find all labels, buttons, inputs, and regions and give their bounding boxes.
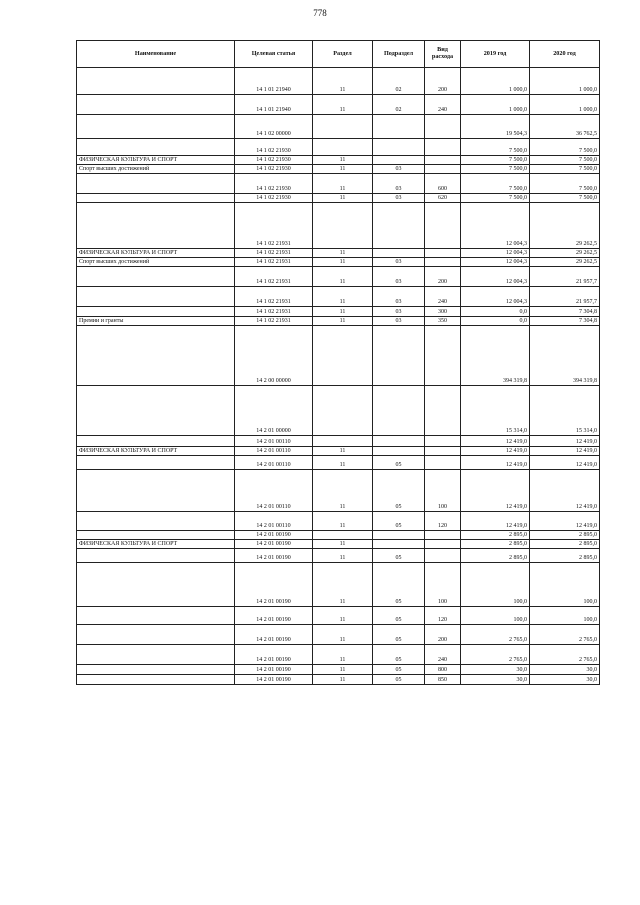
row-name-cell: ФИЗИЧЕСКАЯ КУЛЬТУРА И СПОРТ (77, 540, 235, 549)
row-2020-cell: 29 262,5 (530, 258, 600, 267)
row-target-cell: 14 2 01 00190 (235, 549, 313, 563)
row-section-cell: 11 (313, 675, 373, 685)
row-2019-cell: 12 419,0 (461, 470, 530, 512)
row-2020-cell: 21 957,7 (530, 287, 600, 307)
row-2019-cell: 19 504,3 (461, 115, 530, 139)
row-2020-cell: 15 314,0 (530, 386, 600, 436)
row-subsection-cell: 03 (373, 258, 425, 267)
row-subsection-cell (373, 203, 425, 249)
row-name-cell: ФИЗИЧЕСКАЯ КУЛЬТУРА И СПОРТ (77, 156, 235, 165)
row-2020-cell: 12 419,0 (530, 436, 600, 447)
row-section-cell: 11 (313, 625, 373, 645)
row-target-cell: 14 1 02 21930 (235, 165, 313, 174)
row-section-cell: 11 (313, 68, 373, 95)
row-expense-type-cell: 240 (425, 287, 461, 307)
row-expense-type-cell (425, 115, 461, 139)
row-target-cell: 14 2 01 00190 (235, 645, 313, 665)
row-subsection-cell: 05 (373, 645, 425, 665)
row-subsection-cell: 03 (373, 194, 425, 203)
row-section-cell: 11 (313, 549, 373, 563)
table-row (77, 115, 600, 139)
table-row (77, 287, 600, 307)
row-subsection-cell: 05 (373, 512, 425, 531)
row-expense-type-cell: 240 (425, 645, 461, 665)
table-row (77, 317, 600, 326)
table-row (77, 625, 600, 645)
row-expense-type-cell: 350 (425, 317, 461, 326)
table-row (77, 165, 600, 174)
row-target-cell: 14 2 01 00110 (235, 456, 313, 470)
row-2020-cell: 2 765,0 (530, 645, 600, 665)
row-expense-type-cell (425, 531, 461, 540)
row-2019-cell: 7 500,0 (461, 165, 530, 174)
row-name-cell (77, 68, 235, 95)
row-target-cell: 14 1 02 21931 (235, 307, 313, 317)
row-2019-cell: 394 319,8 (461, 326, 530, 386)
row-target-cell: 14 1 02 21931 (235, 267, 313, 287)
row-section-cell: 11 (313, 258, 373, 267)
row-subsection-cell: 03 (373, 287, 425, 307)
row-name-cell (77, 267, 235, 287)
row-target-cell: 14 2 01 00190 (235, 625, 313, 645)
row-2019-cell: 15 314,0 (461, 386, 530, 436)
table-row (77, 326, 600, 386)
row-expense-type-cell (425, 156, 461, 165)
row-subsection-cell: 03 (373, 174, 425, 194)
table-row (77, 665, 600, 675)
row-name-cell: ФИЗИЧЕСКАЯ КУЛЬТУРА И СПОРТ (77, 447, 235, 456)
row-2019-cell: 30,0 (461, 665, 530, 675)
row-2019-cell: 7 500,0 (461, 174, 530, 194)
col-header-name: Наименование (77, 41, 235, 68)
row-section-cell: 11 (313, 307, 373, 317)
table-row (77, 174, 600, 194)
row-2020-cell: 30,0 (530, 675, 600, 685)
row-name-cell: Спорт высших достижений (77, 165, 235, 174)
row-target-cell: 14 2 01 00190 (235, 540, 313, 549)
row-expense-type-cell: 120 (425, 512, 461, 531)
row-name-cell (77, 512, 235, 531)
row-subsection-cell (373, 139, 425, 156)
row-expense-type-cell: 300 (425, 307, 461, 317)
row-section-cell: 11 (313, 194, 373, 203)
row-name-cell (77, 287, 235, 307)
row-subsection-cell: 05 (373, 607, 425, 625)
row-expense-type-cell: 100 (425, 470, 461, 512)
row-section-cell: 11 (313, 645, 373, 665)
row-target-cell: 14 1 02 21930 (235, 156, 313, 165)
row-expense-type-cell: 240 (425, 95, 461, 115)
row-2019-cell: 2 765,0 (461, 625, 530, 645)
row-2019-cell: 12 004,3 (461, 203, 530, 249)
row-name-cell (77, 675, 235, 685)
table-row (77, 512, 600, 531)
row-target-cell: 14 1 02 21931 (235, 258, 313, 267)
row-2020-cell: 7 500,0 (530, 165, 600, 174)
row-expense-type-cell (425, 139, 461, 156)
row-section-cell: 11 (313, 512, 373, 531)
row-2020-cell: 2 895,0 (530, 540, 600, 549)
row-expense-type-cell (425, 386, 461, 436)
row-section-cell (313, 326, 373, 386)
row-name-cell (77, 645, 235, 665)
row-2020-cell: 7 500,0 (530, 139, 600, 156)
col-header-2020: 2020 год (530, 41, 600, 68)
table-row (77, 95, 600, 115)
row-target-cell: 14 2 01 00190 (235, 531, 313, 540)
row-2019-cell: 7 500,0 (461, 194, 530, 203)
row-expense-type-cell (425, 456, 461, 470)
row-2019-cell: 30,0 (461, 675, 530, 685)
row-target-cell: 14 1 01 21940 (235, 95, 313, 115)
col-header-expense-type: Вид расхода (425, 41, 461, 68)
row-2019-cell: 0,0 (461, 317, 530, 326)
row-2019-cell: 12 004,3 (461, 267, 530, 287)
table-row (77, 203, 600, 249)
table-row (77, 258, 600, 267)
table-row (77, 675, 600, 685)
table-row (77, 267, 600, 287)
row-name-cell (77, 665, 235, 675)
row-2020-cell: 100,0 (530, 607, 600, 625)
row-subsection-cell (373, 531, 425, 540)
row-section-cell: 11 (313, 287, 373, 307)
table-row (77, 456, 600, 470)
row-expense-type-cell: 200 (425, 625, 461, 645)
row-subsection-cell: 05 (373, 549, 425, 563)
row-subsection-cell: 05 (373, 456, 425, 470)
row-target-cell: 14 1 02 21931 (235, 317, 313, 326)
col-header-subsection: Подраздел (373, 41, 425, 68)
row-subsection-cell (373, 386, 425, 436)
row-expense-type-cell: 120 (425, 607, 461, 625)
row-2019-cell: 12 419,0 (461, 447, 530, 456)
row-2019-cell: 12 419,0 (461, 456, 530, 470)
table-row (77, 563, 600, 607)
row-name-cell (77, 139, 235, 156)
row-expense-type-cell: 800 (425, 665, 461, 675)
row-name-cell (77, 115, 235, 139)
row-subsection-cell (373, 436, 425, 447)
row-target-cell: 14 2 00 00000 (235, 326, 313, 386)
row-target-cell: 14 1 02 00000 (235, 115, 313, 139)
row-name-cell (77, 549, 235, 563)
row-section-cell (313, 139, 373, 156)
row-name-cell (77, 531, 235, 540)
row-2019-cell: 12 419,0 (461, 512, 530, 531)
row-name-cell (77, 607, 235, 625)
row-2019-cell: 12 004,3 (461, 287, 530, 307)
row-section-cell: 11 (313, 95, 373, 115)
row-target-cell: 14 2 01 00110 (235, 436, 313, 447)
row-name-cell (77, 563, 235, 607)
col-header-2019: 2019 год (461, 41, 530, 68)
row-expense-type-cell: 100 (425, 563, 461, 607)
row-target-cell: 14 1 02 21931 (235, 249, 313, 258)
row-target-cell: 14 1 02 21931 (235, 203, 313, 249)
row-expense-type-cell (425, 249, 461, 258)
page-number: 778 (313, 8, 327, 18)
row-subsection-cell: 05 (373, 665, 425, 675)
table-row (77, 68, 600, 95)
row-2020-cell: 1 000,0 (530, 68, 600, 95)
row-expense-type-cell (425, 436, 461, 447)
row-expense-type-cell: 600 (425, 174, 461, 194)
row-2020-cell: 21 957,7 (530, 267, 600, 287)
row-2020-cell: 12 419,0 (530, 447, 600, 456)
row-name-cell (77, 456, 235, 470)
row-2020-cell: 12 419,0 (530, 512, 600, 531)
row-section-cell: 11 (313, 317, 373, 326)
row-subsection-cell (373, 115, 425, 139)
row-target-cell: 14 1 02 21930 (235, 174, 313, 194)
row-name-cell (77, 625, 235, 645)
row-2020-cell: 2 765,0 (530, 625, 600, 645)
table-row (77, 386, 600, 436)
row-2019-cell: 12 004,3 (461, 258, 530, 267)
row-section-cell (313, 436, 373, 447)
row-name-cell (77, 95, 235, 115)
row-section-cell: 11 (313, 267, 373, 287)
row-subsection-cell (373, 447, 425, 456)
row-2019-cell: 1 000,0 (461, 68, 530, 95)
row-section-cell: 11 (313, 470, 373, 512)
row-target-cell: 14 2 01 00110 (235, 447, 313, 456)
table-row (77, 540, 600, 549)
row-section-cell: 11 (313, 540, 373, 549)
row-name-cell (77, 326, 235, 386)
row-section-cell: 11 (313, 665, 373, 675)
row-2019-cell: 12 004,3 (461, 249, 530, 258)
table-row (77, 156, 600, 165)
row-expense-type-cell (425, 203, 461, 249)
row-subsection-cell: 03 (373, 267, 425, 287)
row-name-cell: ФИЗИЧЕСКАЯ КУЛЬТУРА И СПОРТ (77, 249, 235, 258)
table-row (77, 607, 600, 625)
row-2020-cell: 7 304,8 (530, 317, 600, 326)
row-2019-cell: 1 000,0 (461, 95, 530, 115)
row-2020-cell: 100,0 (530, 563, 600, 607)
row-expense-type-cell (425, 549, 461, 563)
col-header-section: Раздел (313, 41, 373, 68)
row-target-cell: 14 2 01 00190 (235, 563, 313, 607)
row-expense-type-cell (425, 165, 461, 174)
row-2020-cell: 7 304,8 (530, 307, 600, 317)
row-expense-type-cell (425, 326, 461, 386)
row-subsection-cell: 03 (373, 165, 425, 174)
row-2020-cell: 12 419,0 (530, 470, 600, 512)
row-subsection-cell: 05 (373, 625, 425, 645)
row-2019-cell: 100,0 (461, 607, 530, 625)
row-2020-cell: 7 500,0 (530, 174, 600, 194)
row-target-cell: 14 2 01 00190 (235, 675, 313, 685)
row-expense-type-cell: 200 (425, 267, 461, 287)
row-subsection-cell: 05 (373, 470, 425, 512)
row-subsection-cell: 03 (373, 317, 425, 326)
row-2019-cell: 7 500,0 (461, 156, 530, 165)
row-2020-cell: 2 895,0 (530, 549, 600, 563)
row-section-cell: 11 (313, 607, 373, 625)
table-row (77, 470, 600, 512)
row-expense-type-cell (425, 258, 461, 267)
row-target-cell: 14 1 02 21931 (235, 287, 313, 307)
row-2019-cell: 2 895,0 (461, 540, 530, 549)
row-name-cell (77, 203, 235, 249)
row-2019-cell: 2 895,0 (461, 531, 530, 540)
row-2019-cell: 2 765,0 (461, 645, 530, 665)
row-2019-cell: 100,0 (461, 563, 530, 607)
row-section-cell: 11 (313, 563, 373, 607)
row-target-cell: 14 2 01 00000 (235, 386, 313, 436)
row-section-cell (313, 386, 373, 436)
row-2020-cell: 7 500,0 (530, 156, 600, 165)
row-section-cell: 11 (313, 165, 373, 174)
row-section-cell: 11 (313, 249, 373, 258)
row-name-cell (77, 470, 235, 512)
table-header-row (77, 41, 600, 68)
table-row (77, 645, 600, 665)
row-subsection-cell: 03 (373, 307, 425, 317)
row-subsection-cell (373, 156, 425, 165)
row-section-cell (313, 203, 373, 249)
row-2020-cell: 12 419,0 (530, 456, 600, 470)
row-2020-cell: 7 500,0 (530, 194, 600, 203)
row-section-cell: 11 (313, 456, 373, 470)
row-target-cell: 14 1 01 21940 (235, 68, 313, 95)
row-2020-cell: 1 000,0 (530, 95, 600, 115)
row-expense-type-cell: 200 (425, 68, 461, 95)
row-name-cell: Премии и гранты (77, 317, 235, 326)
table-row (77, 139, 600, 156)
table-row (77, 531, 600, 540)
row-target-cell: 14 1 02 21930 (235, 139, 313, 156)
row-subsection-cell: 02 (373, 68, 425, 95)
row-section-cell: 11 (313, 447, 373, 456)
row-name-cell (77, 194, 235, 203)
table-row (77, 549, 600, 563)
row-2020-cell: 29 262,5 (530, 203, 600, 249)
row-subsection-cell: 05 (373, 563, 425, 607)
row-expense-type-cell: 850 (425, 675, 461, 685)
row-2019-cell: 7 500,0 (461, 139, 530, 156)
row-target-cell: 14 1 02 21930 (235, 194, 313, 203)
row-subsection-cell (373, 249, 425, 258)
row-name-cell (77, 386, 235, 436)
row-target-cell: 14 2 01 00190 (235, 665, 313, 675)
row-2019-cell: 0,0 (461, 307, 530, 317)
row-name-cell (77, 436, 235, 447)
table-row (77, 249, 600, 258)
row-section-cell: 11 (313, 174, 373, 194)
row-subsection-cell (373, 540, 425, 549)
row-name-cell (77, 307, 235, 317)
row-subsection-cell: 05 (373, 675, 425, 685)
row-section-cell (313, 115, 373, 139)
row-target-cell: 14 2 01 00110 (235, 512, 313, 531)
row-subsection-cell (373, 326, 425, 386)
row-2020-cell: 29 262,5 (530, 249, 600, 258)
table-row (77, 447, 600, 456)
row-target-cell: 14 2 01 00110 (235, 470, 313, 512)
row-expense-type-cell: 620 (425, 194, 461, 203)
table-row (77, 436, 600, 447)
row-subsection-cell: 02 (373, 95, 425, 115)
row-section-cell: 11 (313, 156, 373, 165)
row-2020-cell: 36 762,5 (530, 115, 600, 139)
row-2020-cell: 2 895,0 (530, 531, 600, 540)
budget-table (76, 40, 600, 685)
row-2020-cell: 394 319,8 (530, 326, 600, 386)
row-expense-type-cell (425, 447, 461, 456)
row-expense-type-cell (425, 540, 461, 549)
row-section-cell (313, 531, 373, 540)
row-name-cell (77, 174, 235, 194)
row-2019-cell: 12 419,0 (461, 436, 530, 447)
table-row (77, 307, 600, 317)
col-header-target: Целевая статья (235, 41, 313, 68)
row-target-cell: 14 2 01 00190 (235, 607, 313, 625)
row-2020-cell: 30,0 (530, 665, 600, 675)
table-row (77, 194, 600, 203)
row-name-cell: Спорт высших достижений (77, 258, 235, 267)
row-2019-cell: 2 895,0 (461, 549, 530, 563)
